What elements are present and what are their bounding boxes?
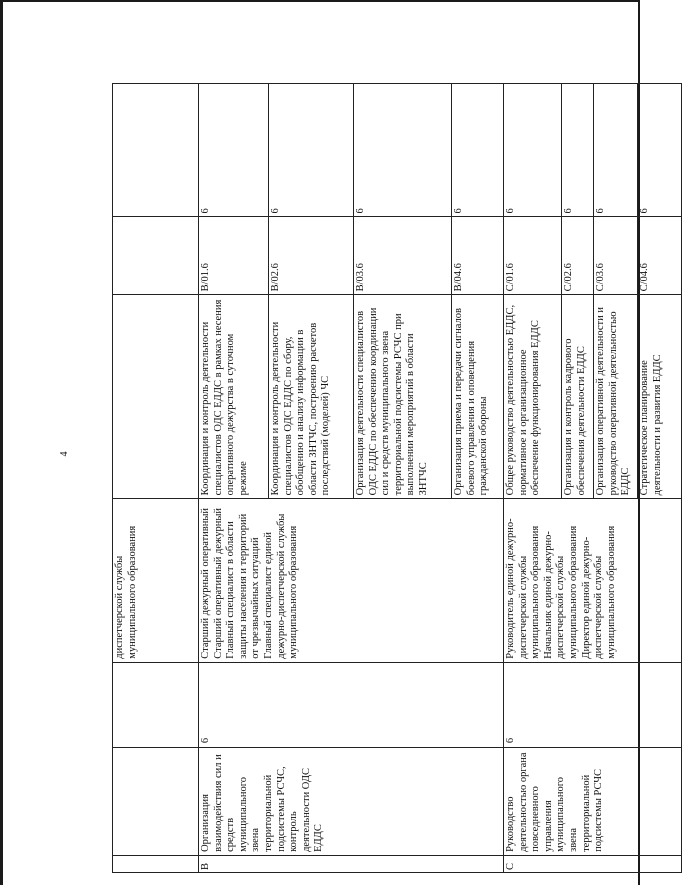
cell-code-b: B [199, 855, 504, 872]
cell-function-empty [113, 748, 199, 856]
cell-function-c: Руководство деятельностью органа повседневного управления муниципального звена территориальной подсистемы РСЧС [504, 748, 682, 856]
cell-task-level-c3: 6 [594, 84, 638, 217]
functions-table [112, 83, 682, 873]
cell-positions-continued: диспетчерской службы муниципального образования [113, 499, 199, 662]
cell-task-b3: Организация деятельности специалистов ОДС ЕДДС по обеспечению координации сил и средств муниципального звена территориальной подсистемы РСЧС при выполнении мероприятий в области ЗНТЧС [354, 295, 452, 499]
landscape-table [112, 83, 663, 873]
table-row-continuation [113, 84, 199, 873]
rotated-table-frame [112, 83, 663, 873]
scan-edge-left [0, 0, 3, 885]
cell-task-level-b1: 6 [199, 84, 269, 217]
cell-task-empty [113, 295, 199, 499]
cell-task-code-c3: C/03.6 [594, 217, 638, 295]
cell-task-level-b3: 6 [354, 84, 452, 217]
cell-code-empty [113, 855, 199, 872]
cell-task-code-c1: C/01.6 [504, 217, 562, 295]
cell-task-level-b4: 6 [452, 84, 504, 217]
cell-task-code-empty [113, 217, 199, 295]
cell-task-c3: Организация оперативной деятельности и руководство оперативной деятельностью ЕДДС [594, 295, 638, 499]
cell-task-b4: Организация приема и передачи сигналов боевого управления и оповещения гражданской обороны [452, 295, 504, 499]
cell-task-code-b4: B/04.6 [452, 217, 504, 295]
cell-task-b2: Координация и контроль деятельности специалистов ОДС ЕДДС по сбору, обобщению и анализу информации в области ЗНТЧС, построению расчетов последствий (моделей) ЧС [269, 295, 354, 499]
cell-task-level-empty [113, 84, 199, 217]
cell-positions-b: Старший дежурный оперативный Старший оперативный дежурный Главный специалист в области защиты населения и территорий от чрезвычайных ситуаций Главный специалист единой дежурно-диспетчерской службы муниципального образования [199, 499, 504, 662]
scan-edge-top [0, 0, 640, 2]
cell-task-code-b1: B/01.6 [199, 217, 269, 295]
cell-task-c2: Организация и контроль кадрового обеспечения деятельности ЕДДС [562, 295, 594, 499]
page-number: 4 [59, 451, 70, 457]
cell-task-level-c1: 6 [504, 84, 562, 217]
cell-task-code-b3: B/03.6 [354, 217, 452, 295]
cell-task-c4: Стратегическое планирование деятельности и развития ЕДДС [638, 295, 682, 499]
table-row-b1 [199, 84, 269, 873]
cell-task-code-c2: C/02.6 [562, 217, 594, 295]
cell-task-code-c4: C/04.6 [638, 217, 682, 295]
cell-task-c1: Общее руководство деятельностью ЕДДС, нормативное и организационное обеспечение функционирования ЕДДС [504, 295, 562, 499]
cell-task-b1: Координация и контроль деятельности специалистов ОДС ЕДДС в рамках несения оперативного дежурства в суточном режиме [199, 295, 269, 499]
cell-positions-c: Руководитель единой дежурно-диспетчерской службы муниципального образования Начальник единой дежурно-диспетчерской службы муниципального образования Директор единой дежурно-диспетчерской службы муниципального образования [504, 499, 682, 662]
cell-level-empty [113, 662, 199, 747]
cell-task-code-b2: B/02.6 [269, 217, 354, 295]
cell-level-c: 6 [504, 662, 682, 747]
cell-function-b: Организация взаимодействия сил и средств муниципального звена территориальной подсистемы РСЧС, контроль деятельности ОДС ЕДДС [199, 748, 504, 856]
table-row-c1 [504, 84, 562, 873]
cell-task-level-c4: 6 [638, 84, 682, 217]
cell-task-level-b2: 6 [269, 84, 354, 217]
cell-code-c: C [504, 855, 682, 872]
cell-level-b: 6 [199, 662, 504, 747]
cell-task-level-c2: 6 [562, 84, 594, 217]
